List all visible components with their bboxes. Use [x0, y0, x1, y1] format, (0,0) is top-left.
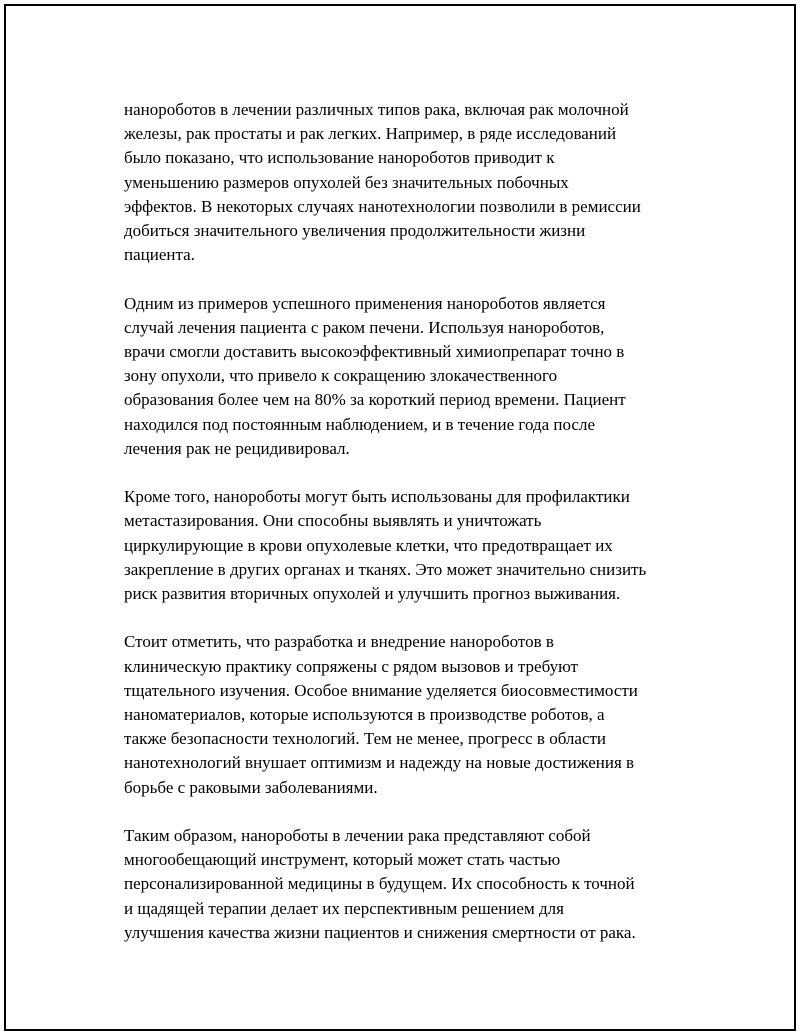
- text-line: тщательного изучения. Особое внимание уделяется биосовместимости: [124, 680, 638, 700]
- document-body: [124, 98, 699, 969]
- text-line: персонализированной медицины в будущем. Их способность к точной: [124, 874, 635, 894]
- text-line: наноматериалов, которые используются в производстве роботов, а: [124, 705, 605, 725]
- paragraph: [124, 824, 699, 945]
- text-line: Таким образом, нанороботы в лечении рака представляют собой: [124, 826, 591, 846]
- text-line: Стоит отметить, что разработка и внедрение нанороботов в: [124, 632, 554, 652]
- text-line: пациента.: [124, 245, 195, 265]
- text-line: клиническую практику сопряжены с рядом вызовов и требуют: [124, 656, 578, 676]
- paragraph: [124, 98, 699, 267]
- text-line: нанотехнологий внушает оптимизм и надежду на новые достижения в: [124, 753, 635, 773]
- text-line: улучшения качества жизни пациентов и снижения смертности от рака.: [124, 922, 636, 942]
- text-line: было показано, что использование нанороботов приводит к: [124, 148, 555, 168]
- paragraph: [124, 630, 699, 799]
- text-line: Кроме того, нанороботы могут быть использованы для профилактики: [124, 487, 630, 507]
- text-line: зону опухоли, что привело к сокращению злокачественного: [124, 366, 558, 386]
- text-line: риск развития вторичных опухолей и улучшить прогноз выживания.: [124, 584, 621, 604]
- text-line: и щадящей терапии делает их перспективным решением для: [124, 898, 564, 918]
- text-line: многообещающий инструмент, который может стать частью: [124, 850, 561, 870]
- text-line: также безопасности технологий. Тем не менее, прогресс в области: [124, 729, 607, 749]
- text-line: железы, рак простаты и рак легких. Например, в ряде исследований: [124, 124, 617, 144]
- text-line: циркулирующие в крови опухолевые клетки, что предотвращает их: [124, 535, 613, 555]
- text-line: борьбе с раковыми заболеваниями.: [124, 777, 378, 797]
- text-line: метастазирования. Они способны выявлять и уничтожать: [124, 511, 542, 531]
- text-line: находился под постоянным наблюдением, и в течение года после: [124, 414, 595, 434]
- page-frame: [4, 4, 796, 1031]
- paragraph: [124, 485, 699, 606]
- text-line: эффектов. В некоторых случаях нанотехнологии позволили в ремиссии: [124, 196, 641, 216]
- text-line: нанороботов в лечении различных типов рака, включая рак молочной: [124, 100, 629, 119]
- text-line: случай лечения пациента с раком печени. Используя нанороботов,: [124, 317, 605, 337]
- text-line: лечения рак не рецидивировал.: [124, 438, 350, 458]
- text-line: Одним из примеров успешного применения нанороботов является: [124, 293, 606, 313]
- text-line: врачи смогли доставить высокоэффективный химиопрепарат точно в: [124, 342, 625, 362]
- text-line: уменьшению размеров опухолей без значительных побочных: [124, 172, 569, 192]
- text-line: закрепление в других органах и тканях. Это может значительно снизить: [124, 559, 647, 579]
- text-line: добиться значительного увеличения продолжительности жизни: [124, 221, 586, 241]
- text-line: образования более чем на 80% за короткий период времени. Пациент: [124, 390, 626, 410]
- paragraph: [124, 292, 699, 461]
